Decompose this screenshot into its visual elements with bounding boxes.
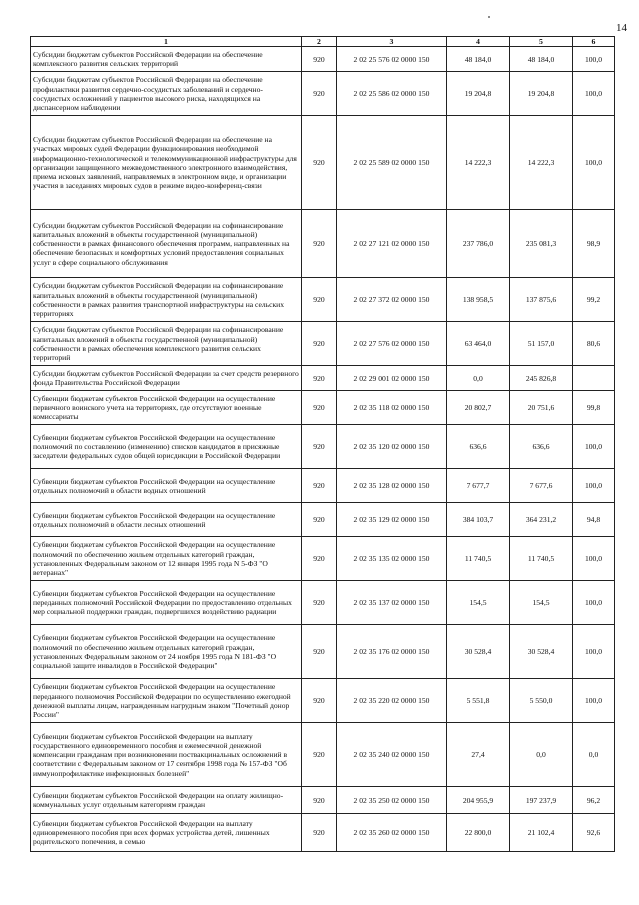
row-percent-cell: 100,0 xyxy=(573,116,615,210)
row-percent-cell: 94,8 xyxy=(573,503,615,537)
row-percent-cell: 100,0 xyxy=(573,537,615,581)
row-plan-cell: 14 222,3 xyxy=(447,116,510,210)
table-row xyxy=(31,47,615,72)
row-name-cell: Субсидии бюджетам субъектов Российской Федерации за счет средств резервного фонда Правительства Российской Федерации xyxy=(31,366,302,391)
row-budget-code-cell: 2 02 27 372 02 0000 150 xyxy=(337,278,447,322)
row-admin-code-cell: 920 xyxy=(302,391,337,425)
row-plan-cell: 27,4 xyxy=(447,723,510,787)
row-fact-cell: 19 204,8 xyxy=(510,72,573,116)
row-budget-code-cell: 2 02 35 118 02 0000 150 xyxy=(337,391,447,425)
row-percent-cell: 100,0 xyxy=(573,72,615,116)
row-plan-cell: 636,6 xyxy=(447,425,510,469)
row-name-cell: Субвенции бюджетам субъектов Российской Федерации на осуществление переданного полномочия Российской Федерации по осуществлению ежегодной денежной выплаты лицам, награжденным нагрудным знаком "Почетный донор России" xyxy=(31,679,302,723)
row-name-cell: Субвенции бюджетам субъектов Российской Федерации на осуществление отдельных полномочий в области лесных отношений xyxy=(31,503,302,537)
row-admin-code-cell: 920 xyxy=(302,116,337,210)
row-fact-cell: 7 677,6 xyxy=(510,469,573,503)
table-row xyxy=(31,391,615,425)
row-fact-cell: 154,5 xyxy=(510,581,573,625)
row-admin-code-cell: 920 xyxy=(302,581,337,625)
row-admin-code-cell: 920 xyxy=(302,72,337,116)
row-name-cell: Субвенции бюджетам субъектов Российской Федерации на осуществление полномочий по обеспечению жильем отдельных категорий граждан, установленных Федеральным законом от 24 ноября 1995 года N 181-ФЗ "О социальной защите инвалидов в Российской Федерации" xyxy=(31,625,302,679)
row-budget-code-cell: 2 02 35 240 02 0000 150 xyxy=(337,723,447,787)
row-name-cell: Субсидии бюджетам субъектов Российской Федерации на софинансирование капитальных вложений в объекты государственной (муниципальной) собственности в рамках финансового обеспечения программ, направленных на обеспечение безопасных и комфортных условий предоставления социальных услуг в сфере социального обслуживания xyxy=(31,210,302,278)
row-admin-code-cell: 920 xyxy=(302,503,337,537)
row-name-cell: Субвенции бюджетам субъектов Российской Федерации на осуществление полномочий по обеспечению жильем отдельных категорий граждан, установленных Федеральным законом от 12 января 1995 года N 5-ФЗ "О ветеранах" xyxy=(31,537,302,581)
row-admin-code-cell: 920 xyxy=(302,322,337,366)
row-budget-code-cell: 2 02 35 120 02 0000 150 xyxy=(337,425,447,469)
row-percent-cell: 100,0 xyxy=(573,47,615,72)
row-budget-code-cell: 2 02 29 001 02 0000 150 xyxy=(337,366,447,391)
row-admin-code-cell: 920 xyxy=(302,278,337,322)
row-budget-code-cell: 2 02 35 250 02 0000 150 xyxy=(337,787,447,814)
header-col-2: 2 xyxy=(302,37,337,47)
row-fact-cell: 14 222,3 xyxy=(510,116,573,210)
row-fact-cell: 245 826,8 xyxy=(510,366,573,391)
row-budget-code-cell: 2 02 35 135 02 0000 150 xyxy=(337,537,447,581)
row-budget-code-cell: 2 02 27 576 02 0000 150 xyxy=(337,322,447,366)
table-row xyxy=(31,814,615,852)
row-plan-cell: 11 740,5 xyxy=(447,537,510,581)
table-row xyxy=(31,72,615,116)
budget-table xyxy=(30,36,615,852)
row-plan-cell: 237 786,0 xyxy=(447,210,510,278)
row-fact-cell: 636,6 xyxy=(510,425,573,469)
row-name-cell: Субвенции бюджетам субъектов Российской Федерации на осуществление полномочий по составлению (изменению) списков кандидатов в присяжные заседатели федеральных судов общей юрисдикции в Российской Федерации xyxy=(31,425,302,469)
table-row xyxy=(31,581,615,625)
row-admin-code-cell: 920 xyxy=(302,787,337,814)
row-budget-code-cell: 2 02 25 586 02 0000 150 xyxy=(337,72,447,116)
row-plan-cell: 7 677,7 xyxy=(447,469,510,503)
row-budget-code-cell: 2 02 35 260 02 0000 150 xyxy=(337,814,447,852)
row-plan-cell: 19 204,8 xyxy=(447,72,510,116)
row-fact-cell: 48 184,0 xyxy=(510,47,573,72)
row-name-cell: Субвенции бюджетам субъектов Российской Федерации на осуществление первичного воинского учета на территориях, где отсутствуют военные комиссариаты xyxy=(31,391,302,425)
row-name-cell: Субвенции бюджетам субъектов Российской Федерации на осуществление переданных полномочий Российской Федерации по предоставлению отдельных мер социальной поддержки граждан, подвергшихся воздействию радиации xyxy=(31,581,302,625)
row-name-cell: Субсидии бюджетам субъектов Российской Федерации на софинансирование капитальных вложений в объекты государственной (муниципальной) собственности в рамках развития транспортной инфраструктуры на сельских территориях xyxy=(31,278,302,322)
row-percent-cell: 100,0 xyxy=(573,469,615,503)
row-plan-cell: 138 958,5 xyxy=(447,278,510,322)
header-col-4: 4 xyxy=(447,37,510,47)
row-plan-cell: 154,5 xyxy=(447,581,510,625)
row-fact-cell: 364 231,2 xyxy=(510,503,573,537)
table-body xyxy=(31,47,615,852)
table-row xyxy=(31,322,615,366)
table-row xyxy=(31,366,615,391)
row-plan-cell: 20 802,7 xyxy=(447,391,510,425)
row-plan-cell: 63 464,0 xyxy=(447,322,510,366)
row-budget-code-cell: 2 02 35 128 02 0000 150 xyxy=(337,469,447,503)
row-admin-code-cell: 920 xyxy=(302,814,337,852)
row-name-cell: Субсидии бюджетам субъектов Российской Федерации на обеспечение комплексного развития сельских территорий xyxy=(31,47,302,72)
row-name-cell: Субвенции бюджетам субъектов Российской Федерации на осуществление отдельных полномочий в области водных отношений xyxy=(31,469,302,503)
row-name-cell: Субвенции бюджетам субъектов Российской Федерации на оплату жилищно-коммунальных услуг отдельным категориям граждан xyxy=(31,787,302,814)
row-admin-code-cell: 920 xyxy=(302,537,337,581)
row-plan-cell: 0,0 xyxy=(447,366,510,391)
row-budget-code-cell: 2 02 35 220 02 0000 150 xyxy=(337,679,447,723)
row-fact-cell: 197 237,9 xyxy=(510,787,573,814)
table-row xyxy=(31,625,615,679)
row-name-cell: Субвенции бюджетам субъектов Российской Федерации на выплату единовременного пособия при всех формах устройства детей, лишенных родительского попечения, в семью xyxy=(31,814,302,852)
row-percent-cell: 99,8 xyxy=(573,391,615,425)
row-percent-cell: 100,0 xyxy=(573,625,615,679)
row-admin-code-cell: 920 xyxy=(302,469,337,503)
row-percent-cell: 96,2 xyxy=(573,787,615,814)
table-row xyxy=(31,723,615,787)
scan-dot xyxy=(488,16,490,18)
table-row xyxy=(31,116,615,210)
row-percent-cell: 100,0 xyxy=(573,581,615,625)
table-row xyxy=(31,278,615,322)
table-row xyxy=(31,425,615,469)
header-col-5: 5 xyxy=(510,37,573,47)
row-fact-cell: 235 081,3 xyxy=(510,210,573,278)
table-row xyxy=(31,469,615,503)
row-fact-cell: 30 528,4 xyxy=(510,625,573,679)
row-percent-cell: 99,2 xyxy=(573,278,615,322)
row-percent-cell: 100,0 xyxy=(573,679,615,723)
row-plan-cell: 22 800,0 xyxy=(447,814,510,852)
table-row xyxy=(31,679,615,723)
page-number: 14 xyxy=(616,22,627,34)
row-admin-code-cell: 920 xyxy=(302,425,337,469)
row-admin-code-cell: 920 xyxy=(302,366,337,391)
row-plan-cell: 204 955,9 xyxy=(447,787,510,814)
row-fact-cell: 5 550,0 xyxy=(510,679,573,723)
header-col-6: 6 xyxy=(573,37,615,47)
row-fact-cell: 0,0 xyxy=(510,723,573,787)
table-row xyxy=(31,210,615,278)
row-fact-cell: 21 102,4 xyxy=(510,814,573,852)
row-budget-code-cell: 2 02 35 137 02 0000 150 xyxy=(337,581,447,625)
row-fact-cell: 137 875,6 xyxy=(510,278,573,322)
row-plan-cell: 5 551,8 xyxy=(447,679,510,723)
row-admin-code-cell: 920 xyxy=(302,47,337,72)
row-percent-cell: 98,9 xyxy=(573,210,615,278)
row-plan-cell: 384 103,7 xyxy=(447,503,510,537)
row-fact-cell: 20 751,6 xyxy=(510,391,573,425)
row-budget-code-cell: 2 02 27 121 02 0000 150 xyxy=(337,210,447,278)
row-budget-code-cell: 2 02 25 589 02 0000 150 xyxy=(337,116,447,210)
row-name-cell: Субсидии бюджетам субъектов Российской Федерации на софинансирование капитальных вложений в объекты государственной (муниципальной) собственности в рамках обеспечения комплексного развития сельских территорий xyxy=(31,322,302,366)
row-percent-cell: 92,6 xyxy=(573,814,615,852)
row-admin-code-cell: 920 xyxy=(302,723,337,787)
row-name-cell: Субсидии бюджетам субъектов Российской Федерации на обеспечение на участках мировых судей Федерации функционирования необходимой информационно-технологической и телекоммуникационной инфраструктуры для организации защищенного межведомственного электронного взаимодействия, приема исковых заявлений, направляемых в электронном виде, и организации участия в заседаниях мировых судов в режиме видео-конференц-связи xyxy=(31,116,302,210)
row-budget-code-cell: 2 02 25 576 02 0000 150 xyxy=(337,47,447,72)
table-row xyxy=(31,787,615,814)
row-admin-code-cell: 920 xyxy=(302,210,337,278)
row-fact-cell: 11 740,5 xyxy=(510,537,573,581)
table-row xyxy=(31,503,615,537)
row-percent-cell: 80,6 xyxy=(573,322,615,366)
row-admin-code-cell: 920 xyxy=(302,625,337,679)
row-percent-cell xyxy=(573,366,615,391)
row-name-cell: Субвенции бюджетам субъектов Российской Федерации на выплату государственного единовременного пособия и ежемесячной денежной компенсации гражданам при возникновении поствакцинальных осложнений в соответствии с Федеральным законом от 17 сентября 1998 года № 157-ФЗ "Об иммунопрофилактике инфекционных болезней" xyxy=(31,723,302,787)
header-row xyxy=(31,37,615,47)
row-plan-cell: 30 528,4 xyxy=(447,625,510,679)
row-admin-code-cell: 920 xyxy=(302,679,337,723)
row-budget-code-cell: 2 02 35 129 02 0000 150 xyxy=(337,503,447,537)
row-percent-cell: 0,0 xyxy=(573,723,615,787)
header-col-1: 1 xyxy=(31,37,302,47)
table-row xyxy=(31,537,615,581)
row-name-cell: Субсидии бюджетам субъектов Российской Федерации на обеспечение профилактики развития сердечно-сосудистых заболеваний и сердечно-сосудистых осложнений у пациентов высокого риска, находящихся на диспансерном наблюдении xyxy=(31,72,302,116)
row-plan-cell: 48 184,0 xyxy=(447,47,510,72)
row-budget-code-cell: 2 02 35 176 02 0000 150 xyxy=(337,625,447,679)
row-fact-cell: 51 157,0 xyxy=(510,322,573,366)
row-percent-cell: 100,0 xyxy=(573,425,615,469)
header-col-3: 3 xyxy=(337,37,447,47)
